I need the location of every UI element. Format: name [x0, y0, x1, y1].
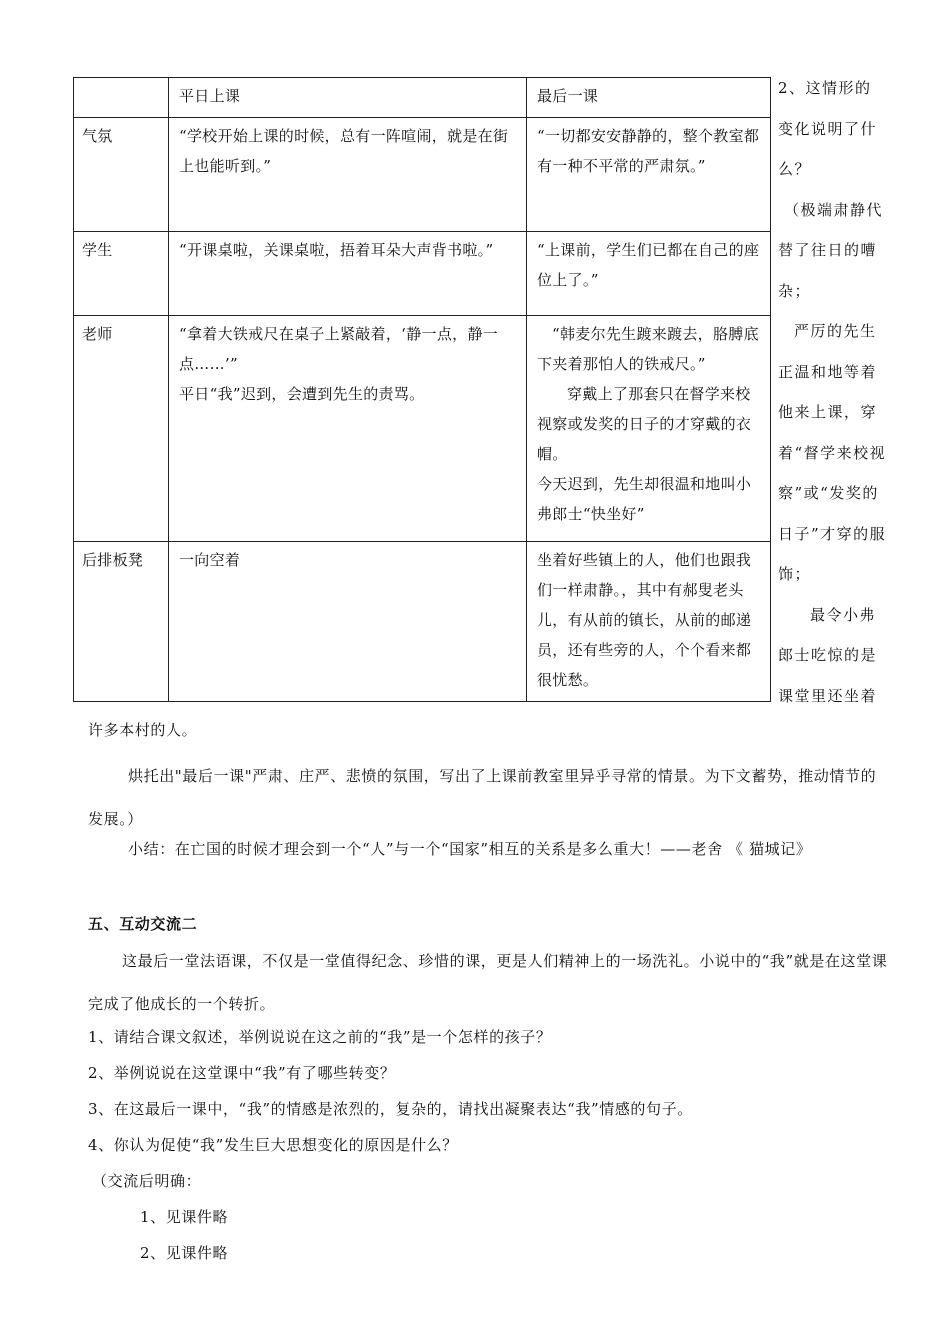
row-label: 老师	[74, 316, 169, 542]
table-cell	[527, 118, 771, 232]
row-label: 后排板凳	[74, 542, 169, 702]
table-cell	[527, 542, 771, 702]
summary-text: 小结：在亡国的时候才理会到一个“人”与一个“国家”相互的关系是多么重大！——老舍 《 猫城记》	[128, 840, 812, 858]
continuation-text: 许多本村的人。	[88, 721, 198, 739]
continuation-line	[88, 715, 888, 745]
table-row	[74, 542, 771, 702]
cell-text: 今天迟到，先生却很温和地叫小弗郎士“快坐好”	[537, 475, 752, 523]
table-cell	[169, 316, 527, 542]
table-header-row	[74, 78, 771, 118]
questions-list	[88, 1019, 888, 1271]
cell-text: “学校开始上课的时候，总有一阵喧闹，就是在街上也能听到。”	[179, 127, 509, 175]
cell-text: “韩麦尔先生踱来踱去，胳膊底下夹着那怕人的铁戒尺。”	[537, 325, 759, 373]
section-heading	[88, 910, 888, 938]
section-title: 五、互动交流二	[88, 915, 198, 933]
table-header-cell: 平日上课	[169, 78, 527, 118]
table-cell	[527, 316, 771, 542]
table-header-cell	[74, 78, 169, 118]
table-cell	[169, 542, 527, 702]
answer-item: 2、见课件略	[140, 1244, 229, 1262]
table-row	[74, 232, 771, 316]
cell-text: 穿戴上了那套只在督学来校视察或发奖的日子的才穿戴的衣帽。	[537, 385, 752, 463]
comparison-table	[73, 77, 771, 702]
side-answer-1: （极端肃静代替了往日的嘈杂；	[778, 200, 884, 300]
question-item: 4、你认为促使“我”发生巨大思想变化的原因是什么？	[88, 1136, 458, 1154]
side-answer-2: 严厉的先生正温和地等着他来上课，穿着“督学来校视察”或“发奖的日子”才穿的服饰；	[778, 322, 887, 583]
hongtuo-text: 烘托出"最后一课"严肃、庄严、悲愤的氛围，写出了上课前教室里异乎寻常的情景。为下文蓄势，推动情节的发展。）	[88, 767, 877, 828]
cell-text: “开课桌啦，关课桌啦，捂着耳朵大声背书啦。”	[179, 241, 494, 259]
cell-text: “拿着大铁戒尺在桌子上紧敲着，‘静一点，静一点……’”	[179, 325, 499, 373]
cell-text: “上课前，学生们已都在自己的座位上了。”	[537, 241, 760, 289]
table-header-cell: 最后一课	[527, 78, 771, 118]
table-row	[74, 316, 771, 542]
question-item: 2、举例说说在这堂课中“我”有了哪些转变？	[88, 1064, 396, 1082]
side-answer-3: 最令小弗郎士吃惊的是课堂里还坐着	[778, 605, 878, 705]
cell-text: 一向空着	[179, 551, 241, 569]
intro-paragraph	[88, 940, 888, 1026]
intro-text: 这最后一堂法语课，不仅是一堂值得纪念、珍惜的课，更是人们精神上的一场洗礼。小说中的“我”就是在这堂课完成了他成长的一个转折。	[88, 952, 888, 1013]
row-label: 学生	[74, 232, 169, 316]
table-cell	[169, 118, 527, 232]
table-cell	[527, 232, 771, 316]
table-cell	[169, 232, 527, 316]
summary-paragraph	[88, 828, 888, 871]
cell-text: 平日“我”迟到，会遭到先生的责骂。	[179, 385, 425, 403]
table-row	[74, 118, 771, 232]
side-question: 2、这情形的变化说明了什么？	[778, 79, 878, 178]
row-label: 气氛	[74, 118, 169, 232]
clarify-line: （交流后明确：	[92, 1172, 202, 1190]
question-item: 1、请结合课文叙述，举例说说在这之前的“我”是一个怎样的孩子？	[88, 1028, 552, 1046]
side-column-text	[778, 68, 888, 716]
cell-text: “一切都安安静静的，整个教室都有一种不平常的严肃氛。”	[537, 127, 760, 175]
question-item: 3、在这最后一课中，“我”的情感是浓烈的，复杂的，请找出凝聚表达“我”情感的句子。	[88, 1100, 693, 1118]
answer-item: 1、见课件略	[140, 1208, 229, 1226]
cell-text: 坐着好些镇上的人，他们也跟我们一样肃静。，其中有郝叟老头儿，有从前的镇长，从前的邮递员，还有些旁的人，个个看来都很忧愁。	[537, 551, 752, 689]
